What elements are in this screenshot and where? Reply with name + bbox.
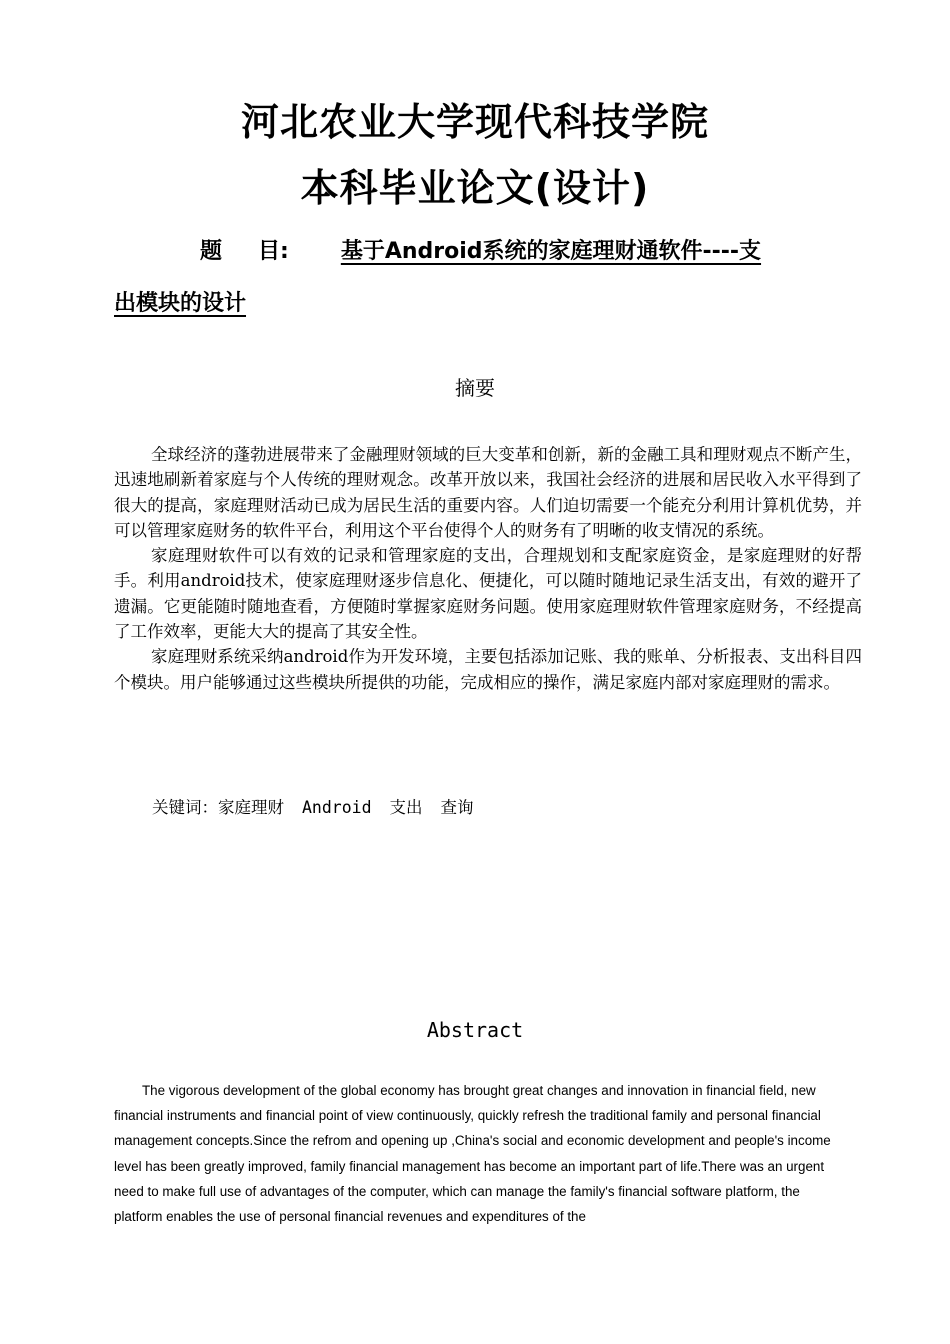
abstract-cn-body: [114, 442, 862, 695]
abstract-en-paragraph: The vigorous development of the global economy has brought great changes and innovation in financial field, new financial instruments and financial point of view continuously, quickly refresh the traditional family and personal financial management concepts.Since the refrom and opening up ,China's social and economic development and people's income level has been greatly improved, family financial management has become an important part of life.There was an urgent need to make full use of advantages of the computer, which can manage the family's financial software platform, the platform enables the use of personal financial revenues and expenditures of the: [114, 1083, 831, 1225]
keyword: 查询: [440, 798, 474, 817]
abstract-cn-paragraph: 全球经济的蓬勃进展带来了金融理财领域的巨大变革和创新，新的金融工具和理财观点不断产生，迅速地刷新着家庭与个人传统的理财观念。改革开放以来，我国社会经济的进展和居民收入水平得到了很大的提高，家庭理财活动已成为居民生活的重要内容。人们迫切需要一个能充分利用计算机优势，并可以管理家庭财务的软件平台，利用这个平台使得个人的财务有了明晰的收支情况的系统。: [114, 445, 862, 540]
topic-title-part2: 出模块的设计: [114, 291, 247, 316]
topic-label: 题 目:: [200, 239, 289, 264]
abstract-cn-paragraph: 家庭理财系统采纳android作为开发环境，主要包括添加记账、我的账单、分析报表、支出科目四个模块。用户能够通过这些模块所提供的功能，完成相应的操作，满足家庭内部对家庭理财的需求。: [114, 647, 862, 692]
keyword: 支出: [389, 798, 423, 817]
abstract-en-heading: Abstract: [426, 1018, 524, 1042]
abstract-cn-heading: 摘要: [455, 376, 495, 400]
thesis-type-title: 本科毕业论文(设计): [300, 166, 650, 210]
abstract-cn-paragraph: 家庭理财软件可以有效的记录和管理家庭的支出，合理规划和支配家庭资金，是家庭理财的好帮手。利用android技术，使家庭理财逐步信息化、便捷化，可以随时随地记录生活支出，有效的避开了遗漏。它更能随时随地查看，方便随时掌握家庭财务问题。使用家庭理财软件管理家庭财务，不经提高了工作效率，更能大大的提高了其安全性。: [114, 546, 862, 642]
keyword: 家庭理财: [218, 798, 284, 817]
topic-title-part1: 基于Android系统的家庭理财通软件----支: [340, 239, 762, 264]
topic-line-1: [114, 234, 862, 265]
institution-title: 河北农业大学现代科技学院: [240, 100, 709, 144]
topic-line-2: [114, 286, 862, 317]
keywords-label: 关键词：: [152, 798, 218, 817]
keywords-line: [152, 794, 474, 818]
abstract-en-body: [114, 1078, 836, 1229]
keyword: Android: [302, 798, 372, 817]
